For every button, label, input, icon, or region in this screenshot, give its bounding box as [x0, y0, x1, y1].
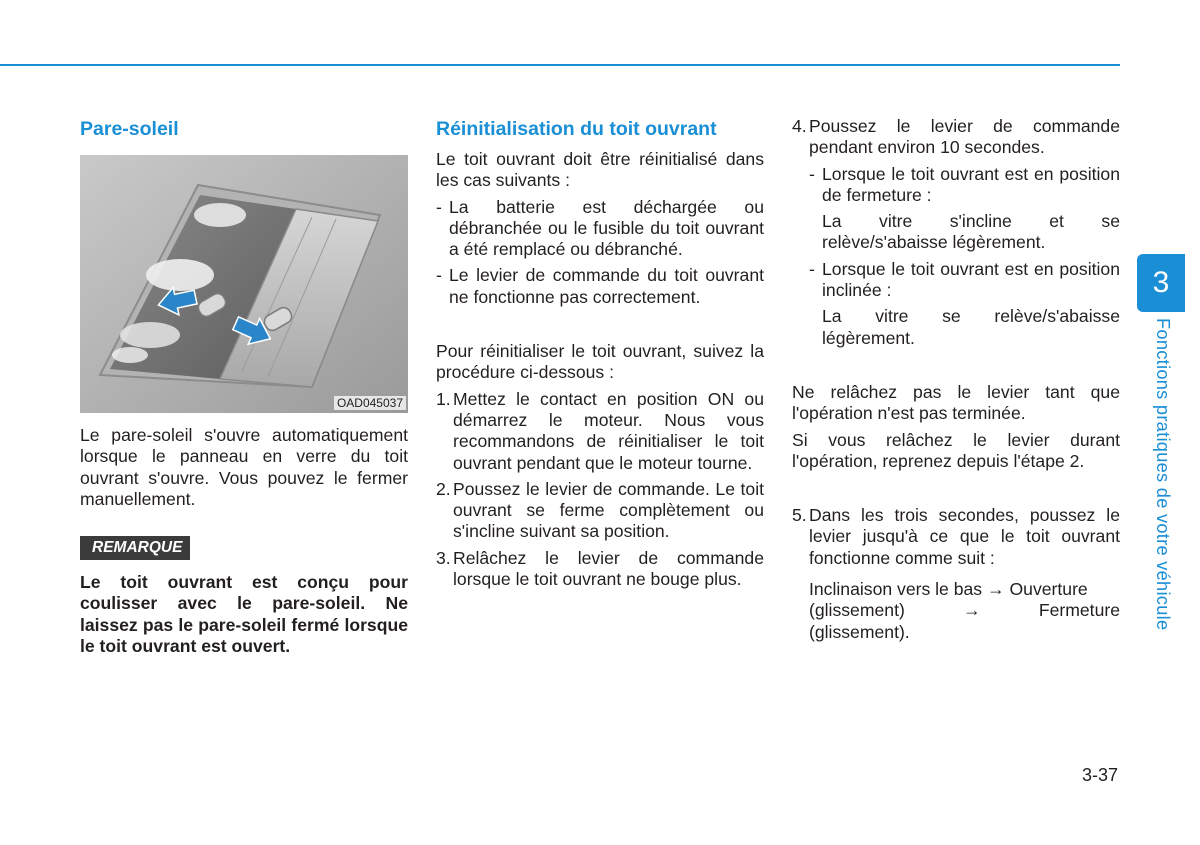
arrow-icon: → — [987, 579, 1005, 600]
list-item: - Le levier de commande du toit ouvrant ne fonctionne pas correctement. — [436, 265, 764, 307]
chapter-number: 3 — [1152, 266, 1170, 299]
sub-list-item: - Lorsque le toit ouvrant est en position de fermeture : — [809, 163, 1120, 205]
sunroof-figure — [80, 155, 408, 413]
procedure-intro: Pour réinitialiser le toit ouvrant, suivez la procédure ci-dessous : — [436, 341, 764, 383]
column-sunroof-reset — [436, 116, 764, 590]
sub-list-item: - Lorsque le toit ouvrant est en position inclinée : — [809, 258, 1120, 301]
operation-sequence: Inclinaison vers le bas → Ouverture (glissement) → Fermeture (glissement). — [809, 579, 1120, 642]
list-item: 4. Poussez le levier de commande pendant environ 10 secondes. — [792, 116, 1120, 158]
figure-code: OAD045037 — [334, 396, 406, 410]
list-item: 1. Mettez le contact en position ON ou démarrez le moteur. Nous vous recommandons de réinitialiser le toit ouvrant pendant que le moteur tourne. — [436, 388, 764, 473]
column-reset-continued — [792, 116, 1120, 643]
sub-list-detail: La vitre se relève/s'abaisse légèrement. — [822, 306, 1120, 348]
warning-hold-lever: Ne relâchez pas le levier tant que l'opération n'est pas terminée. — [792, 381, 1120, 424]
chapter-title: Fonctions pratiques de votre véhicule — [1153, 318, 1173, 631]
list-item: 2. Poussez le levier de commande. Le toit ouvrant se ferme complètement ou s'incline suivant sa position. — [436, 478, 764, 542]
sunroof-illustration — [80, 155, 408, 413]
sub-list-detail: La vitre s'incline et se relève/s'abaisse légèrement. — [822, 211, 1120, 253]
note-text: Le toit ouvrant est conçu pour coulisser avec le pare-soleil. Ne laissez pas le pare-soleil fermé lorsque le toit ouvrant est ouvert. — [80, 572, 408, 657]
section-heading-sunroof-reset: Réinitialisation du toit ouvrant — [436, 118, 717, 140]
warning-restart: Si vous relâchez le levier durant l'opération, reprenez depuis l'étape 2. — [792, 429, 1120, 471]
reset-intro: Le toit ouvrant doit être réinitialisé dans les cas suivants : — [436, 149, 764, 191]
arrow-icon: → — [963, 600, 981, 621]
note-label: REMARQUE — [80, 536, 190, 560]
list-item: 3. Relâchez le levier de commande lorsque le toit ouvrant ne bouge plus. — [436, 547, 764, 590]
section-heading-sun-visor: Pare-soleil — [80, 118, 179, 140]
page-number: 3-37 — [1081, 765, 1118, 785]
sun-visor-description: Le pare-soleil s'ouvre automatiquement lorsque le panneau en verre du toit ouvrant s'ouvre. Vous pouvez le fermer manuellement. — [80, 425, 408, 509]
column-sun-visor — [80, 116, 408, 657]
list-item: 5. Dans les trois secondes, poussez le levier jusqu'à ce que le toit ouvrant fonctionne comme suit : — [792, 505, 1120, 568]
list-item: - La batterie est déchargée ou débranchée ou le fusible du toit ouvrant a été remplacé ou débranché. — [436, 196, 764, 260]
header-rule — [0, 64, 1120, 66]
